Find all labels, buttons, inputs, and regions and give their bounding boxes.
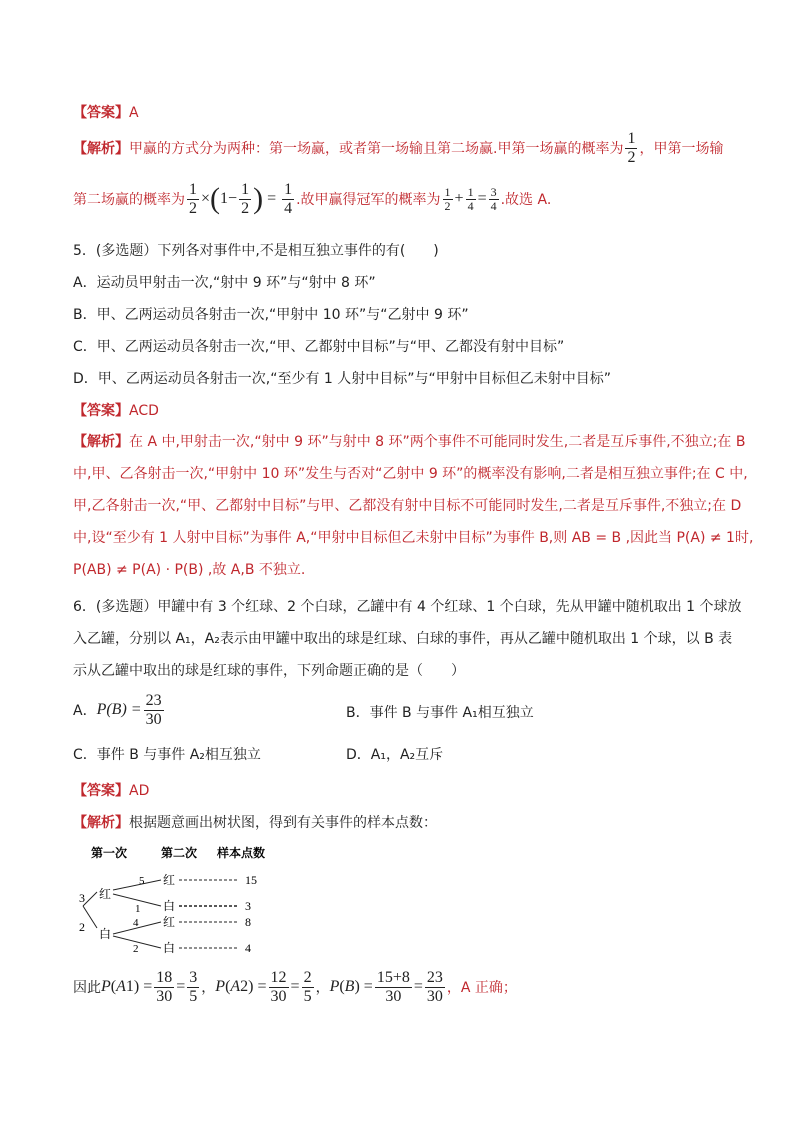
q5-option-a: A．运动员甲射击一次,“射中 9 环”与“射中 8 环” xyxy=(73,275,376,291)
tree-leaf-label: 白 xyxy=(163,941,176,955)
tree-leaf-label: 红 xyxy=(163,873,176,887)
fraction: $\frac{23}{30}$ xyxy=(145,691,162,728)
q5-answer: ACD xyxy=(129,403,159,419)
q5-analysis-line2: 中,甲、乙各射击一次,“甲射中 10 环”发生与否对“乙射中 9 环”的概率没有影响,二者是相互独立事件;在 C 中, xyxy=(73,466,748,482)
q4-analysis-line2: 第二场赢的概率为 $\frac{1}{2}$ × ( 1− $\frac{1}{2}$ ) = $\frac{1}{4}$ .故甲赢得冠军的概率为 $\frac{1}{2}$ + $\frac{1}{4}$ = $\frac{3}{4}$ .故选 A. xyxy=(73,180,552,217)
option-label: A． xyxy=(73,703,97,719)
tree-branch xyxy=(113,880,161,890)
q5-analysis-line3: 甲,乙各射击一次,“甲、乙都射中目标”与甲、乙都没有射中目标不可能同时发生,二者是互斥事件,不独立;在 D xyxy=(73,498,742,514)
q6-stem-line1: 6．(多选题）甲罐中有 3 个红球、2 个白球，乙罐中有 4 个红球、1 个白球，先从甲罐中随机取出 1 个球放 xyxy=(73,599,742,615)
fraction: $\frac{12}{30}$ xyxy=(270,968,287,1005)
tree-header-second: 第二次 xyxy=(161,846,198,860)
fraction: $\frac{18}{30}$ xyxy=(156,968,173,1005)
fraction: $\frac{2}{5}$ xyxy=(303,968,312,1005)
fraction: $\frac{3}{5}$ xyxy=(189,968,198,1005)
tree-leaf-label: 白 xyxy=(163,899,176,913)
q6-option-b: B．事件 B 与事件 A₁相互独立 xyxy=(346,705,534,721)
tree-node-red: 红 xyxy=(99,887,112,901)
tree-header-first: 第一次 xyxy=(91,846,128,860)
fraction: $\frac{23}{30}$ xyxy=(426,968,443,1005)
answer-label: 【答案】 xyxy=(73,403,129,419)
q4-analysis-text: ，甲第一场输 xyxy=(639,141,724,157)
tree-node-white: 白 xyxy=(99,927,112,941)
q6-option-a xyxy=(73,690,166,730)
analysis-label: 【解析】 xyxy=(73,141,129,157)
q4-answer-line xyxy=(73,102,139,122)
tree-header-points: 样本点数 xyxy=(217,846,266,860)
q6-answer-line xyxy=(73,780,149,800)
answer-label: 【答案】 xyxy=(73,105,129,121)
tree-branch xyxy=(83,892,97,906)
analysis-label: 【解析】 xyxy=(73,434,129,450)
conclusion-text: 因此 xyxy=(73,980,101,996)
q5-option-c: C．甲、乙两运动员各射击一次,“甲、乙都射中目标”与“甲、乙都没有射中目标” xyxy=(73,339,565,355)
q6-option-c: C．事件 B 与事件 A₂相互独立 xyxy=(73,747,261,763)
fraction: $\frac{1}{4}$ xyxy=(467,184,474,213)
tree-diagram xyxy=(75,842,295,964)
fraction: $\frac{1}{4}$ xyxy=(284,180,293,217)
tree-weight: 1 xyxy=(135,903,141,915)
fraction: $\frac{3}{4}$ xyxy=(490,184,497,213)
tree-count-red: 3 xyxy=(79,891,85,905)
q6-answer: AD xyxy=(129,783,150,799)
q5-analysis-line5: P(AB) ≠ P(A) · P(B) ,故 A,B 不独立. xyxy=(73,562,306,578)
tree-weight: 5 xyxy=(139,875,145,887)
fraction: $\frac{15+8}{30}$ xyxy=(376,968,410,1005)
q5-analysis-line4: 中,设“至少有 1 人射中目标”为事件 A,“甲射中目标但乙未射中目标”为事件 B,则 AB = B ,因此当 P(A) ≠ 1时, xyxy=(73,530,754,546)
tree-weight: 4 xyxy=(133,917,139,929)
q6-stem-line2: 入乙罐，分别以 A₁，A₂表示由甲罐中取出的球是红球、白球的事件，再从乙罐中随机取出 1 个球，以 B 表 xyxy=(73,631,733,647)
q5-stem: 5．(多选题）下列各对事件中,不是相互独立事件的有( ) xyxy=(73,243,439,259)
fraction: $\frac{1}{2}$ xyxy=(444,184,451,213)
option-math: P(B) = xyxy=(96,701,142,718)
answer-label: 【答案】 xyxy=(73,783,129,799)
q4-analysis-text: 甲赢的方式分为两种：第一场赢，或者第一场输且第二场赢.甲第一场赢的概率为 xyxy=(129,141,624,157)
tree-leaf-label: 红 xyxy=(163,915,176,929)
q6-conclusion: 因此 P ( A 1 ) = $\frac{18}{30}$ = $\frac{3}{5}$ ， P ( A 2 ) = $\frac{12}{30}$ = $\frac{2}{5}$ ， P ( B ) = $\frac{15+8}{30}$ = $\frac{23}{30}$ ，A 正确； xyxy=(73,968,517,1005)
conclusion-text: ，A 正确； xyxy=(446,980,517,996)
fraction: $\frac{1}{2}$ xyxy=(189,180,197,217)
fraction: $\frac{1}{2}$ xyxy=(241,180,250,217)
analysis-label: 【解析】 xyxy=(73,815,129,831)
fraction-one-half: $\frac{1}{2}$ xyxy=(627,129,636,166)
q6-stem-line3: 示从乙罐中取出的球是红球的事件，下列命题正确的是（ ） xyxy=(73,663,465,679)
tree-points: 15 xyxy=(245,873,257,887)
q4-analysis-text: 第二场赢的概率为 xyxy=(73,192,185,208)
tree-points: 3 xyxy=(245,899,251,913)
tree-weight: 2 xyxy=(133,943,139,955)
q4-answer: A xyxy=(129,105,139,121)
q5-option-b: B．甲、乙两运动员各射击一次,“甲射中 10 环”与“乙射中 9 环” xyxy=(73,307,469,323)
tree-points: 8 xyxy=(245,915,251,929)
q6-option-d: D．A₁，A₂互斥 xyxy=(346,747,444,763)
tree-points: 4 xyxy=(245,941,251,955)
q6-analysis-line xyxy=(73,812,437,832)
q6-analysis-text: 根据题意画出树状图，得到有关事件的样本点数： xyxy=(129,815,437,831)
tree-branch xyxy=(83,906,97,928)
q5-option-d: D．甲、乙两运动员各射击一次,“至少有 1 人射中目标”与“甲射中目标但乙未射中目标” xyxy=(73,371,612,387)
q4-analysis-line1 xyxy=(73,126,723,170)
q5-analysis-text: 在 A 中,甲射击一次,“射中 9 环”与射中 8 环”两个事件不可能同时发生,二者是互斥事件,不独立;在 B xyxy=(129,434,746,450)
q5-analysis-line1 xyxy=(73,431,745,451)
tree-count-white: 2 xyxy=(79,920,85,934)
q4-analysis-text: .故甲赢得冠军的概率为 xyxy=(296,192,441,208)
q5-answer-line xyxy=(73,400,159,420)
q4-analysis-text: .故选 A. xyxy=(500,192,552,208)
